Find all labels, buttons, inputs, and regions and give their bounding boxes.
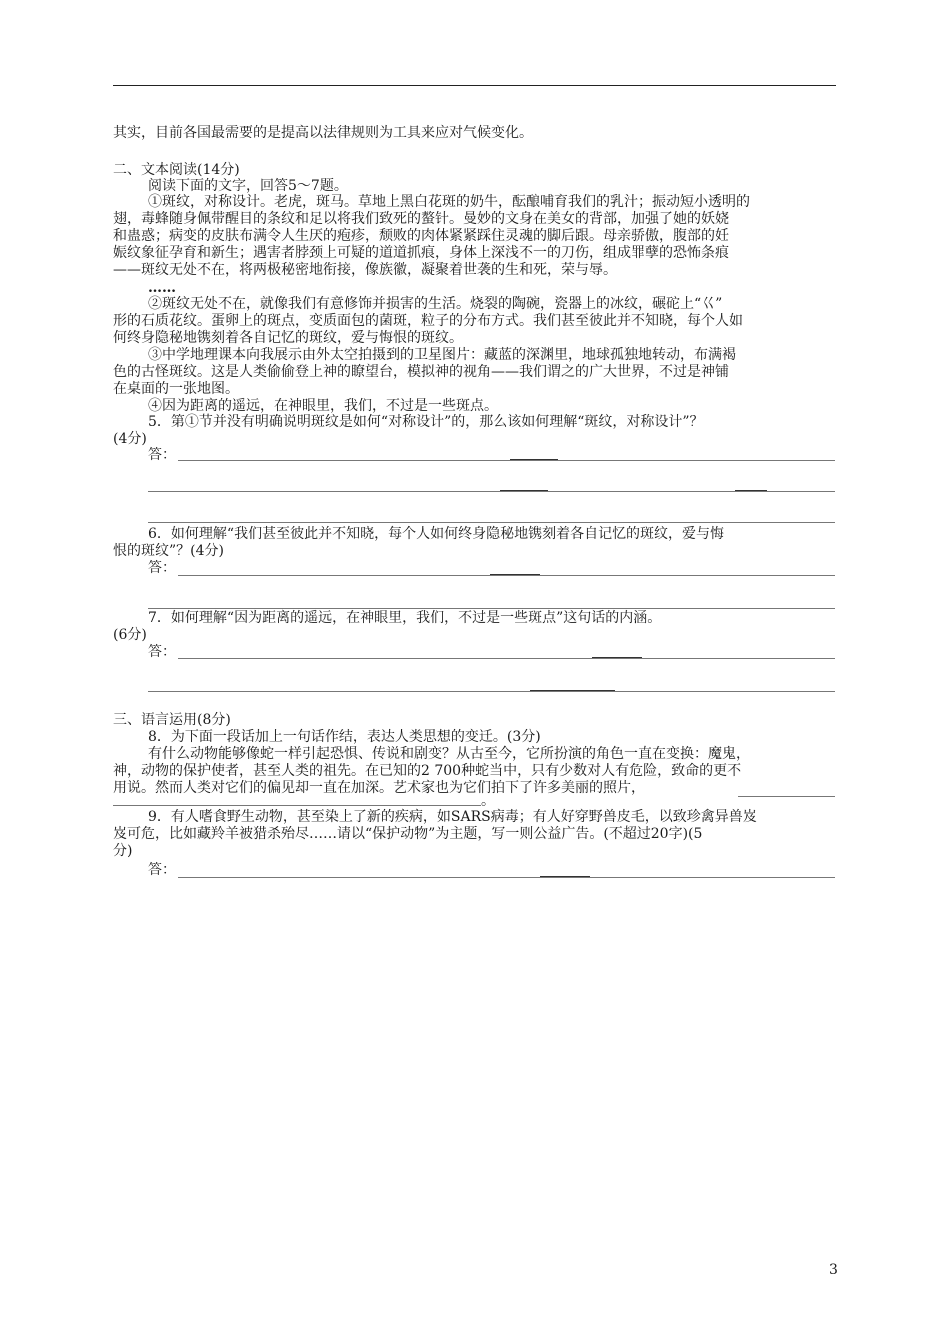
question-6-cont: 恨的斑纹”？(4分)	[113, 543, 224, 559]
answer-line[interactable]	[148, 608, 835, 609]
answer-line-mark	[530, 690, 615, 691]
passage-line: ①斑纹，对称设计。老虎，斑马。草地上黑白花斑的奶牛，酝酿哺育我们的乳汁；振动短小透明的	[148, 194, 750, 210]
answer-label: 答：	[148, 447, 176, 463]
passage-line: 色的古怪斑纹。这是人类偷偷登上神的瞭望台，模拟神的视角——我们谓之的广大世界，不过是神铺	[113, 364, 729, 380]
intro-line: 其实，目前各国最需要的是提高以法律规则为工具来应对气候变化。	[113, 125, 533, 141]
passage-line: 娠纹象征孕育和新生；遇害者脖颈上可疑的道道抓痕，身体上深浅不一的刀伤，组成罪孽的恐怖条痕	[113, 245, 729, 261]
answer-label: 答：	[148, 560, 176, 576]
answer-line-mark	[592, 657, 642, 658]
passage-line: ——斑纹无处不在，将两极秘密地衔接，像族徽，凝聚着世袭的生和死，荣与辱。	[113, 262, 617, 278]
question-6: 6．如何理解“我们甚至彼此并不知晓，每个人如何终身隐秘地镌刻着各自记忆的斑纹，爱与悔	[148, 526, 725, 542]
answer-line[interactable]	[178, 658, 835, 659]
passage-line: 在桌面的一张地图。	[113, 381, 239, 397]
question-5-points: (4分)	[113, 431, 147, 447]
header-rule	[113, 85, 836, 86]
q8-answer-line[interactable]	[738, 796, 835, 797]
answer-line[interactable]	[178, 460, 835, 461]
answer-line-mark	[490, 574, 540, 575]
question-9-cont: 分)	[113, 843, 133, 859]
page-number: 3	[829, 1262, 838, 1278]
answer-label: 答：	[148, 862, 176, 878]
q8-passage-line: 神，动物的保护使者，甚至人类的祖先。在已知的2 700种蛇当中，只有少数对人有危险，致命的更不	[113, 763, 742, 779]
passage-line: 翅，毒蜂随身佩带醒目的条纹和足以将我们致死的螯针。曼妙的文身在美女的背部，加强了她的妖娆	[113, 211, 729, 227]
answer-line-mark	[510, 459, 558, 460]
question-5: 5．第①节并没有明确说明斑纹是如何“对称设计”的，那么该如何理解“斑纹，对称设计”？	[148, 414, 704, 430]
question-7: 7．如何理解“因为距离的遥远，在神眼里，我们，不过是一些斑点”这句话的内涵。	[148, 610, 662, 626]
answer-line[interactable]	[148, 691, 835, 692]
passage-line: ②斑纹无处不在，就像我们有意修饰并损害的生活。烧裂的陶碗，瓷器上的冰纹，碾砣上“巜”	[148, 296, 723, 312]
question-9: 9．有人嗜食野生动物，甚至染上了新的疾病，如SARS病毒；有人好穿野兽皮毛，以致珍禽异兽岌	[148, 809, 757, 825]
passage-line: ④因为距离的遥远，在神眼里，我们，不过是一些斑点。	[148, 398, 498, 414]
passage-line: 和蛊惑；病变的皮肤布满令人生厌的疱疹，颓败的肉体紧紧踩住灵魂的脚后跟。母亲骄傲，腹部的妊	[113, 228, 729, 244]
passage-ellipsis: ……	[148, 280, 176, 296]
answer-label: 答：	[148, 644, 176, 660]
q8-passage-line: 用说。然而人类对它们的偏见却一直在加深。艺术家也为它们拍下了许多美丽的照片，	[113, 780, 645, 796]
answer-line-mark	[735, 490, 767, 491]
q8-answer-line[interactable]	[113, 805, 481, 806]
question-9-cont: 岌可危，比如藏羚羊被猎杀殆尽……请以“保护动物”为主题，写一则公益广告。(不超过20字)(5	[113, 826, 703, 842]
question-7-points: (6分)	[113, 627, 147, 643]
section2-instruction: 阅读下面的文字，回答5～7题。	[148, 178, 348, 194]
q8-end-mark: 。	[481, 793, 495, 809]
section2-title: 二、文本阅读(14分)	[113, 162, 240, 178]
passage-line: 形的石质花纹。蛋卵上的斑点，变质面包的菌斑，粒子的分布方式。我们甚至彼此并不知晓，每个人如	[113, 313, 743, 329]
answer-line[interactable]	[148, 522, 835, 523]
question-8: 8．为下面一段话加上一句话作结，表达人类思想的变迁。(3分)	[148, 729, 541, 745]
answer-line-mark	[500, 490, 548, 491]
answer-line[interactable]	[148, 491, 835, 492]
q8-passage-line: 有什么动物能够像蛇一样引起恐惧、传说和剧变？从古至今，它所扮演的角色一直在变换：魔鬼，	[148, 746, 750, 762]
answer-line[interactable]	[178, 575, 835, 576]
passage-line: 何终身隐秘地镌刻着各自记忆的斑纹，爱与悔恨的斑纹。	[113, 330, 463, 346]
section3-title: 三、语言运用(8分)	[113, 712, 231, 728]
passage-line: ③中学地理课本向我展示由外太空拍摄到的卫星图片：藏蓝的深渊里，地球孤独地转动，布满褐	[148, 347, 736, 363]
answer-line[interactable]	[178, 877, 835, 878]
answer-line-mark	[540, 876, 590, 877]
